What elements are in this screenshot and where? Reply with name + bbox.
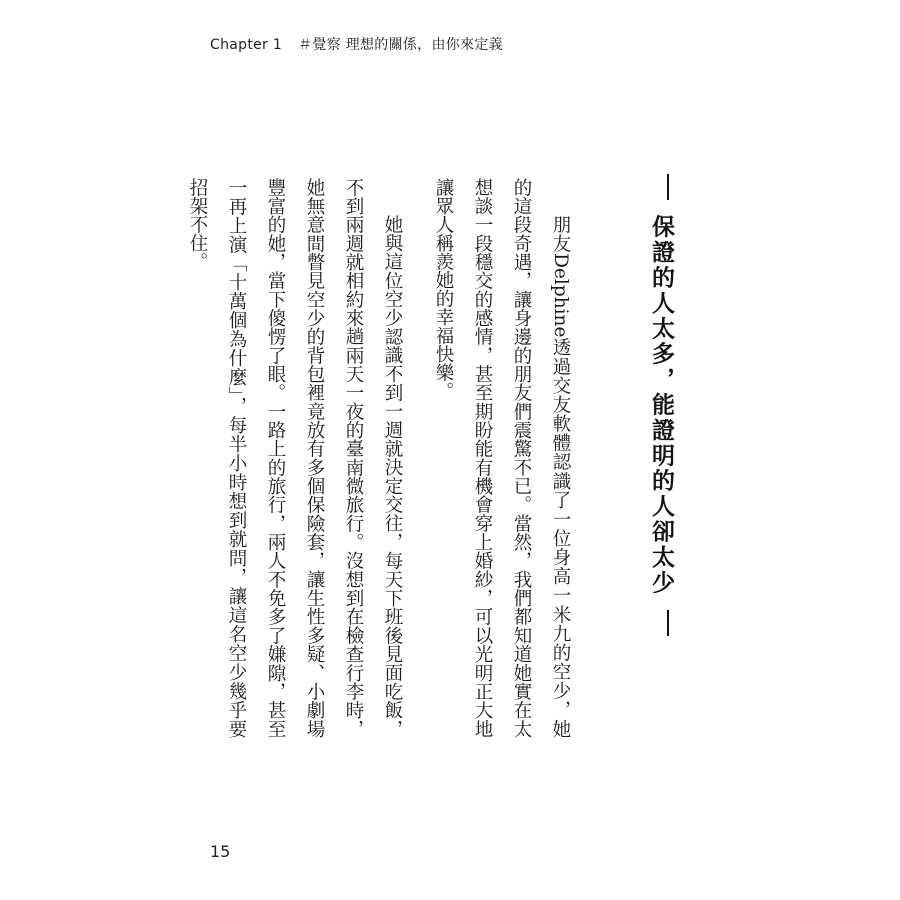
page-number: 15: [210, 842, 231, 861]
chapter-label: Chapter 1: [210, 37, 283, 53]
chapter-title: ＃覺察 理想的關係，由你來定義: [298, 37, 503, 53]
body-text: [178, 178, 580, 738]
running-header: [210, 34, 503, 54]
section-heading: [648, 170, 674, 640]
heading-dash-start: [667, 174, 669, 200]
heading-dash-end: [667, 610, 669, 636]
paragraph: 她與這位空少認識不到一週就決定交往，每天下班後見面吃飯，不到兩週就相約來趟兩天一夜的臺南微旅行。沒想到在檢查行李時，她無意間瞥見空少的背包裡竟放有多個保險套，讓生性多疑、小劇場豐富的她，當下傻愣了眼。一路上的旅行，兩人不免多了嫌隙，甚至一再上演「十萬個為什麼」，每半小時想到就問，讓這名空少幾乎要招架不住。: [187, 178, 403, 738]
section-heading-text: 保證的人太多，能證明的人卻太少: [648, 214, 674, 596]
paragraph: 朋友Delphine透過交友軟體認識了一位身高一米九的空少，她的這段奇遇，讓身邊的朋友們震驚不已。當然，我們都知道她實在太想談一段穩交的感情，甚至期盼能有機會穿上婚紗，可以光明正大地讓眾人稱羨她的幸福快樂。: [433, 178, 571, 738]
